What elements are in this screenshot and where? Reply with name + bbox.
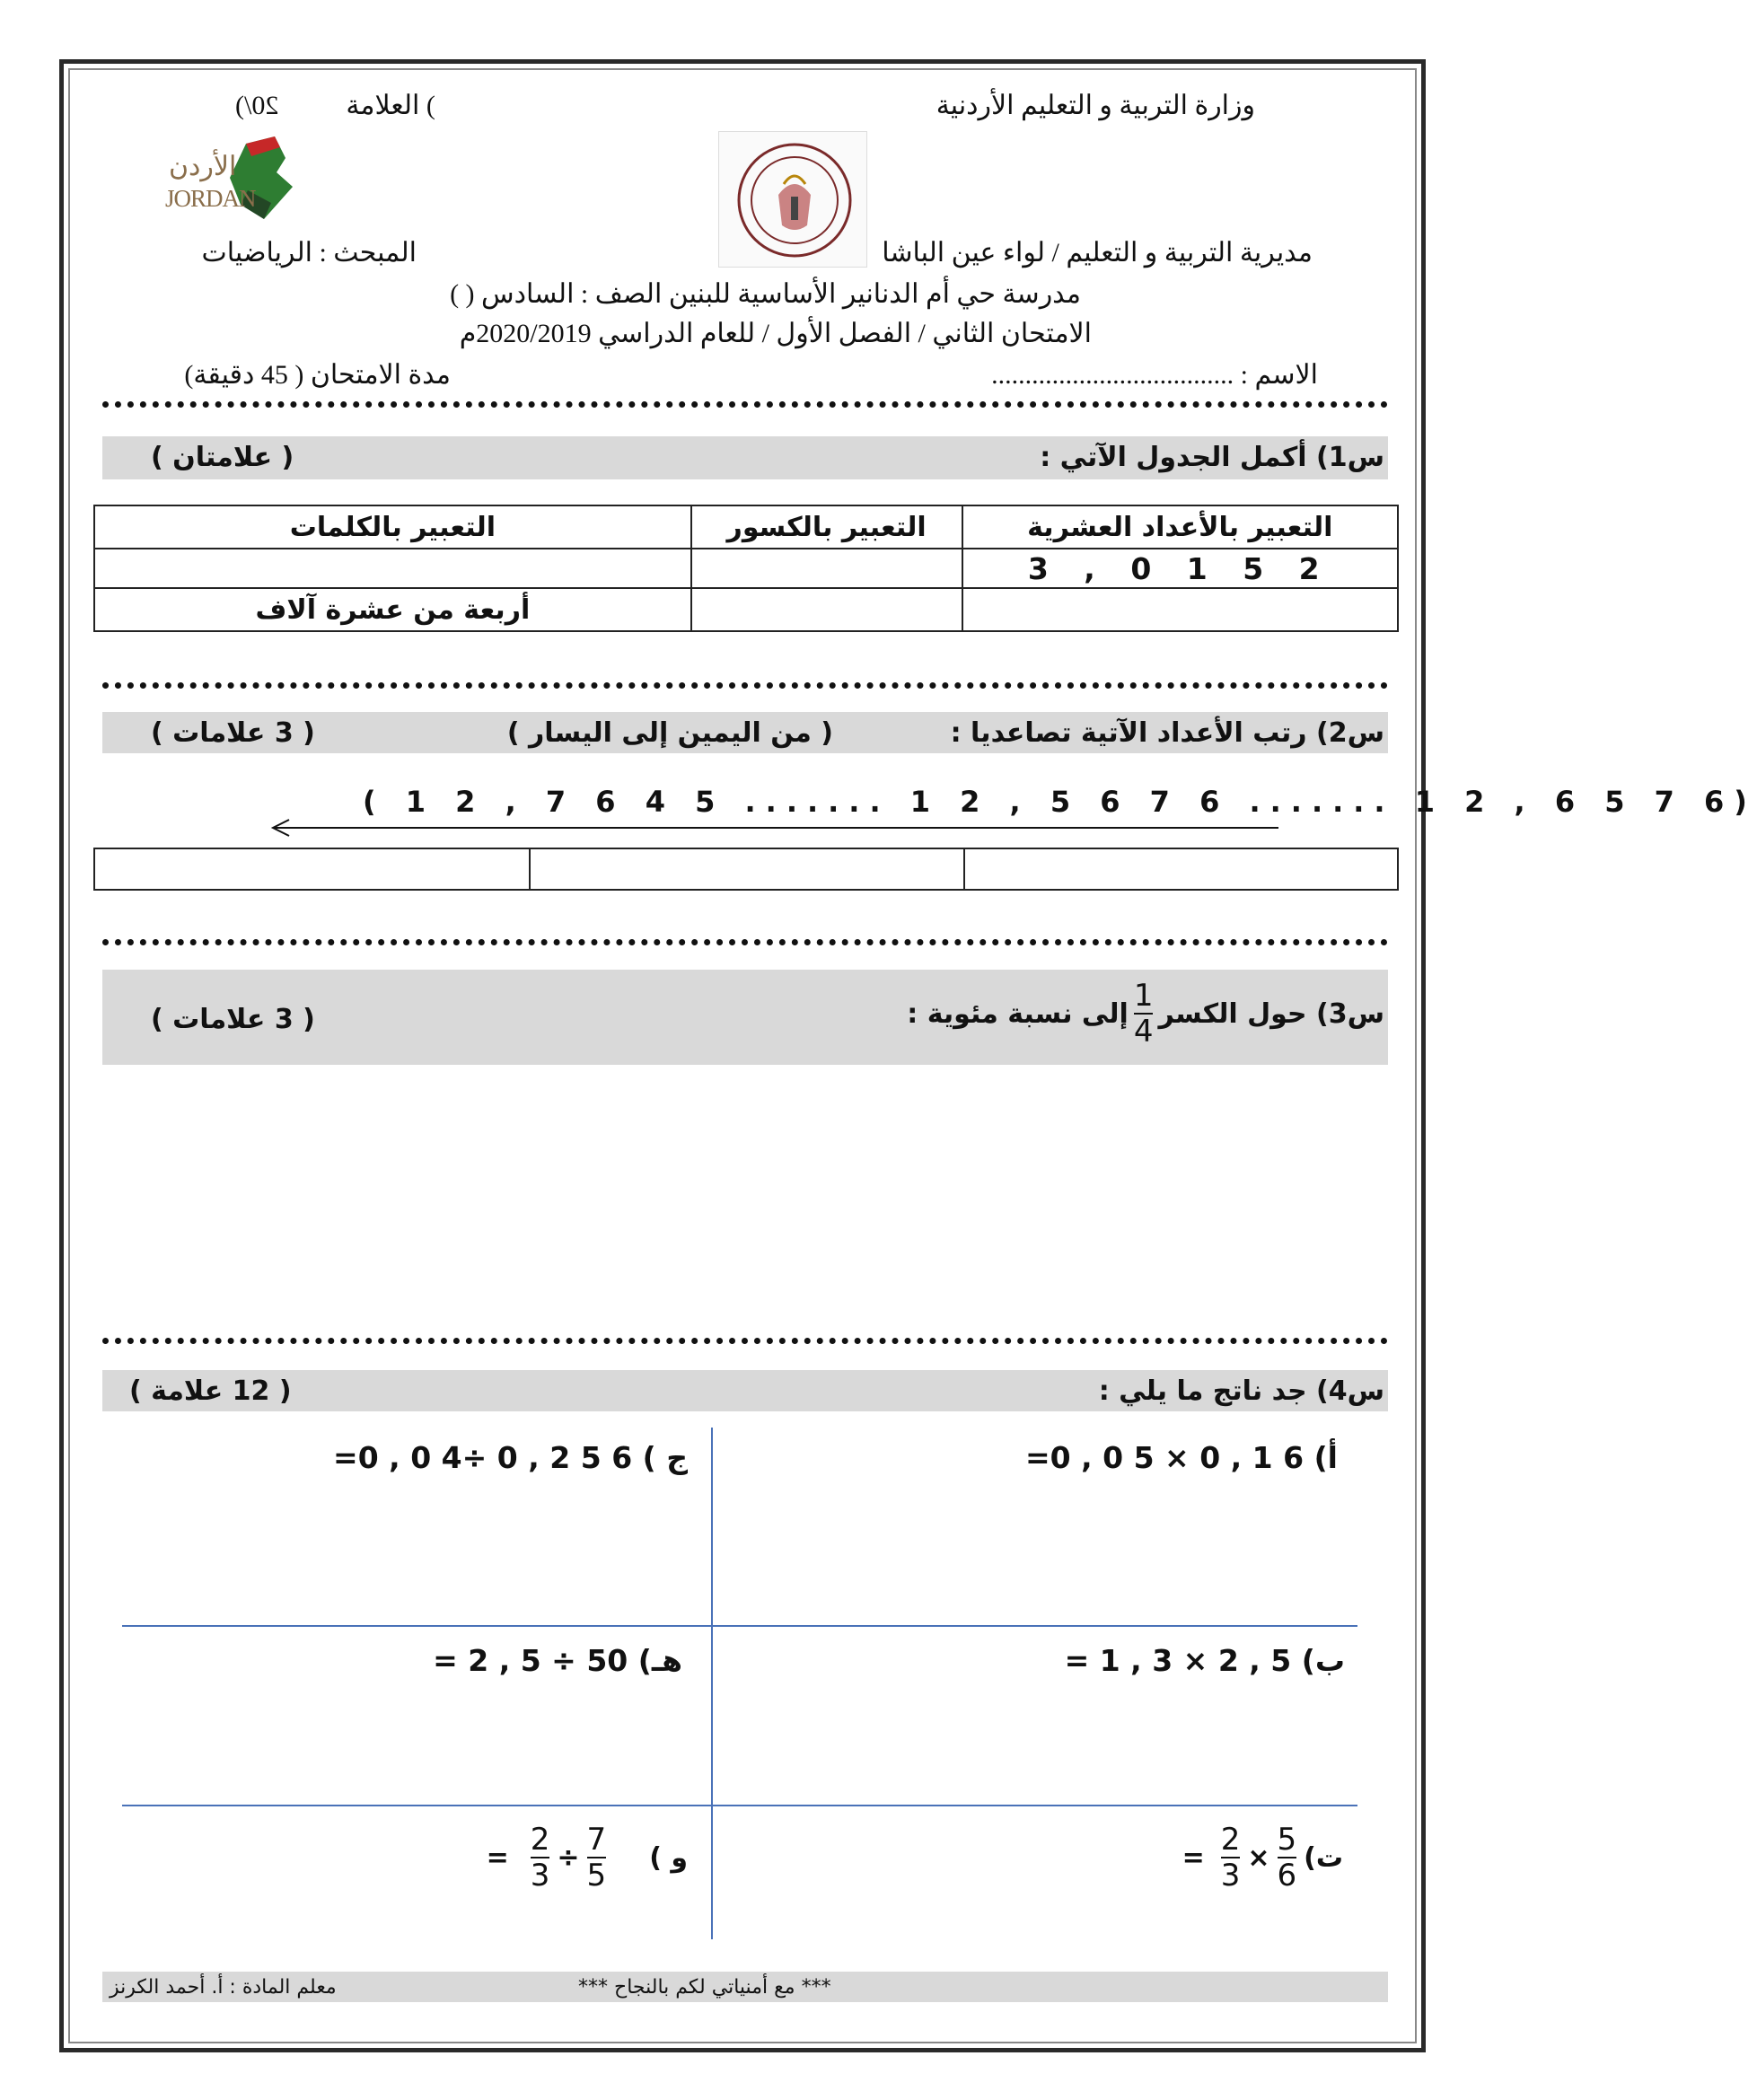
q3-band <box>102 970 1388 1065</box>
q4-band <box>102 1370 1388 1411</box>
q4-item-t-fraction-2: $\frac{2}{3}$ <box>1220 1822 1241 1894</box>
separator <box>102 1338 1388 1344</box>
q2-numbers <box>363 785 1757 819</box>
q3-fraction-numerator: 1 <box>1133 978 1154 1014</box>
mark-box <box>235 90 435 121</box>
separator <box>102 401 1388 408</box>
q1-row2-fraction-cell[interactable] <box>691 588 962 631</box>
q1-table <box>93 505 1399 632</box>
q4-item-w-fraction-2: $\frac{2}{3}$ <box>530 1822 550 1894</box>
q1-marks: ( علامتان ) <box>151 442 294 473</box>
mark-label: العلامة ( <box>346 91 435 120</box>
q4-item-a: أ) 6 1 , 0 × 5 0 , 0= <box>1024 1440 1338 1475</box>
q2-marks: ( 3 علامات ) <box>151 717 315 749</box>
footer-band <box>102 1972 1388 2002</box>
q4-item-w-equals: = <box>486 1841 509 1874</box>
q2-numbers-line: ( 1 2 , 7 6 4 5 ....... 1 2 , 5 6 7 6 ....... 1 2 , 6 5 7 6) <box>363 785 1757 819</box>
q2-answer-cell-2[interactable] <box>530 848 963 890</box>
q3-title-after: إلى نسبة مئوية : <box>907 997 1129 1030</box>
exam-duration: مدة الامتحان ( 45 دقيقة) <box>184 360 451 390</box>
q4-item-t-equals: = <box>1182 1841 1205 1874</box>
q3-fraction <box>1134 979 1154 1049</box>
q4-item-t <box>1182 1823 1343 1893</box>
arrow-right-to-left-icon <box>269 819 1278 837</box>
q2-answer-table <box>93 848 1399 891</box>
q1-band <box>102 436 1388 479</box>
q1-row2-decimal-cell[interactable] <box>962 588 1399 631</box>
q4-divider-vertical <box>711 1428 713 1939</box>
q3-title-before: س3) حول الكسر <box>1158 997 1384 1030</box>
q1-header-fraction: التعبير بالكسور <box>726 511 927 543</box>
q2-title: س2) رتب الأعداد الآتية تصاعديا : <box>950 717 1384 749</box>
q4-title: س4) جد ناتج ما يلي : <box>1098 1375 1384 1407</box>
q4-item-w-label: و ) <box>649 1841 688 1874</box>
q2-answer-cell-3[interactable] <box>94 848 530 890</box>
mark-total: 20/) <box>235 91 279 120</box>
ministry-title: وزارة التربية و التعليم الأردنية <box>936 91 1255 120</box>
q4-item-w-operator: ÷ <box>557 1841 580 1874</box>
q3-title <box>907 979 1384 1049</box>
q1-header-words: التعبير بالكلمات <box>289 511 496 543</box>
q4-item-w-fraction-1: $\frac{7}{5}$ <box>586 1822 607 1894</box>
separator <box>102 939 1388 945</box>
subject: المبحث : الرياضيات <box>201 238 417 268</box>
q4-item-t-label: ت) <box>1304 1841 1343 1874</box>
exam-title: الامتحان الثاني / الفصل الأول / للعام الدراسي 2020/2019م <box>459 319 1092 348</box>
q1-row1-decimal: 3 , 0 1 5 2 <box>1027 550 1332 586</box>
q4-item-j: ج ) 6 5 2 , 0 ÷4 0 , 0= <box>333 1440 688 1475</box>
jordan-logo-arabic: الأردن <box>169 152 237 181</box>
q4-item-h: هـ) 50 ÷ 5 , 2 = <box>433 1643 682 1678</box>
q2-direction: ( من اليمين إلى اليسار ) <box>506 717 833 749</box>
q4-divider-horizontal <box>122 1625 1357 1627</box>
q4-item-t-operator: × <box>1247 1841 1270 1874</box>
q1-header-decimal: التعبير بالأعداد العشرية <box>1027 511 1333 543</box>
school-class: مدرسة حي أم الدنانير الأساسية للبنين الصف : السادس ( ) <box>450 279 1081 309</box>
q1-row1-fraction-cell[interactable] <box>691 549 962 588</box>
q2-answer-cell-1[interactable] <box>964 848 1398 890</box>
q3-fraction-denominator: 4 <box>1133 1014 1154 1050</box>
q4-marks: ( 12 علامة ) <box>129 1375 292 1407</box>
q1-title: س1) أكمل الجدول الآتي : <box>1040 442 1384 473</box>
footer-wishes: *** مع أمنياتي لكم بالنجاح *** <box>578 1976 831 1999</box>
q3-answer-space[interactable] <box>102 1077 1388 1320</box>
q1-row2-words: أربعة من عشرة آلاف <box>255 593 531 626</box>
jordan-logo <box>158 133 312 232</box>
ministry-emblem <box>718 131 867 268</box>
directorate: مديرية التربية و التعليم / لواء عين الباشا <box>882 238 1313 268</box>
q2-band <box>102 712 1388 753</box>
q4-item-t-fraction-1: $\frac{5}{6}$ <box>1277 1822 1297 1894</box>
q3-marks: ( 3 علامات ) <box>151 1004 315 1035</box>
q4-item-b: ب) 5 , 2 × 3 , 1 = <box>1064 1643 1345 1678</box>
q4-divider-horizontal <box>122 1805 1357 1806</box>
footer-teacher: معلم المادة : أ. أحمد الكرنز <box>110 1976 337 1999</box>
student-name-line: الاسم : .................................... <box>991 360 1318 390</box>
separator <box>102 682 1388 689</box>
q4-item-w <box>487 1823 688 1893</box>
q1-row1-words-cell[interactable] <box>94 549 691 588</box>
jordan-logo-latin: JORDAN <box>165 185 256 212</box>
